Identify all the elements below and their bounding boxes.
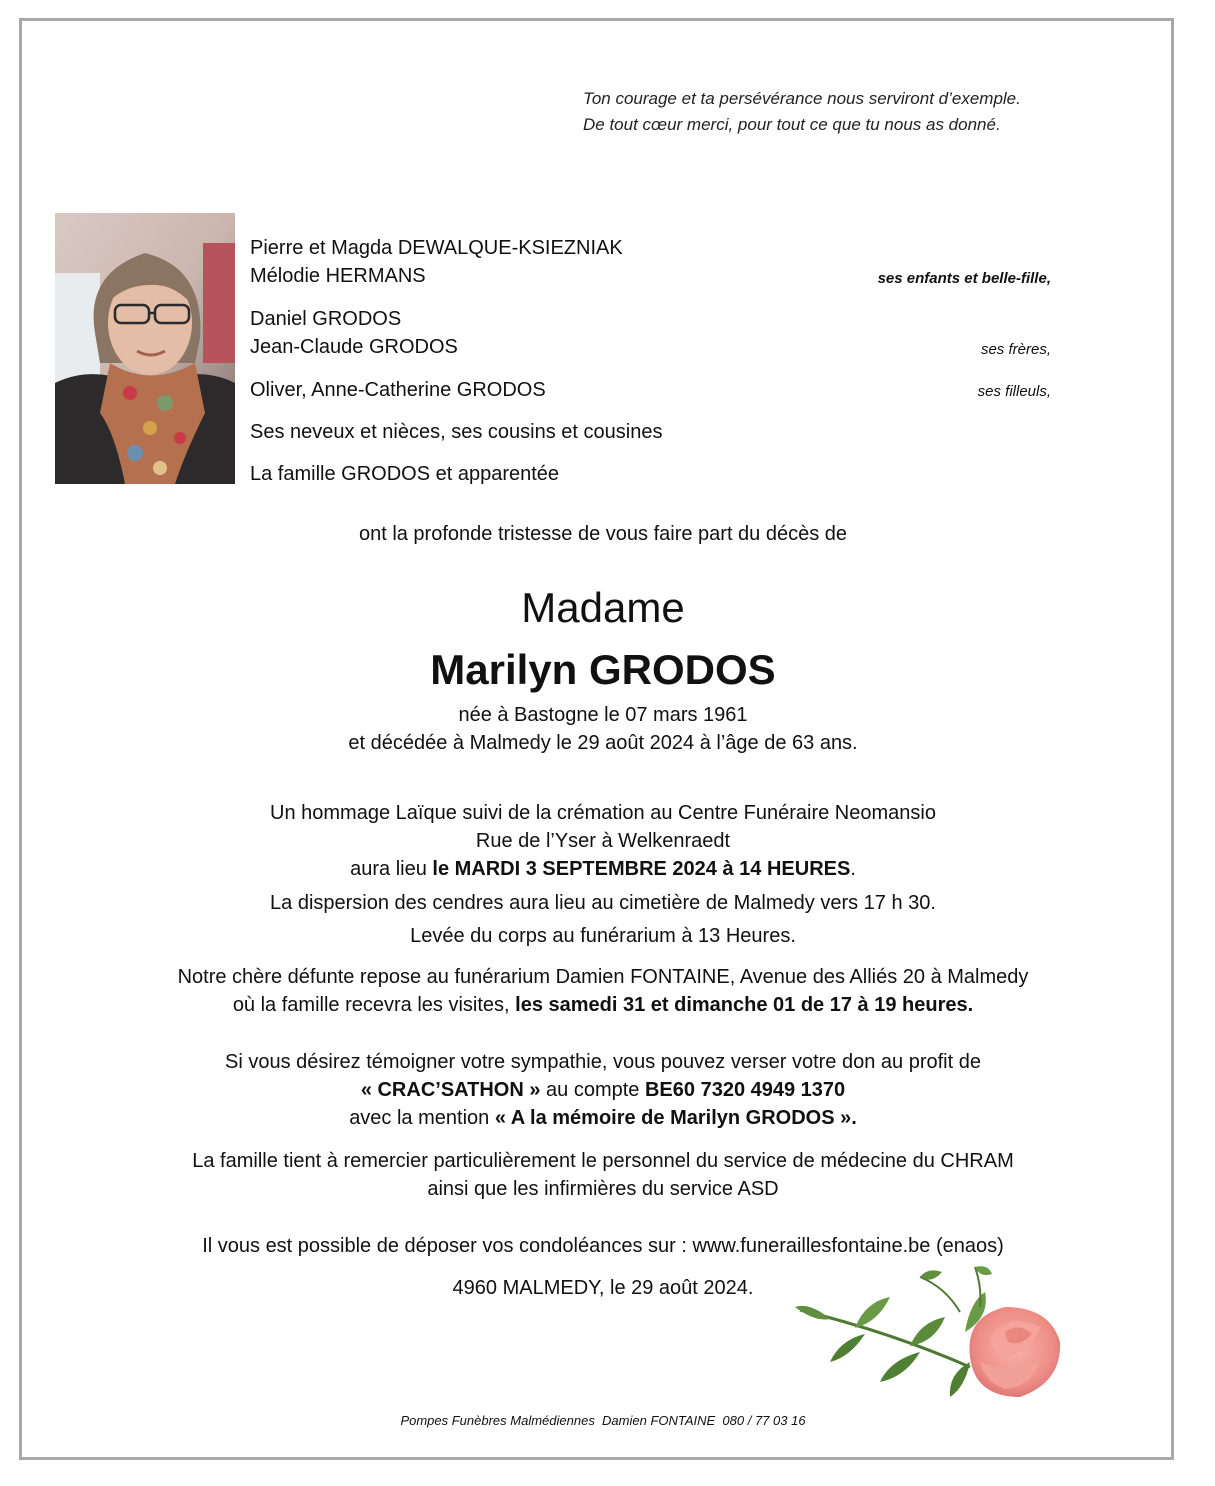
visits-prefix: où la famille recevra les visites, bbox=[232, 994, 516, 1016]
family-line-godchildren: Oliver, Anne-Catherine GRODOS bbox=[250, 379, 546, 401]
place-date: 4960 MALMEDY, le 29 août 2024. bbox=[452, 1277, 754, 1299]
thanks-line-2: ainsi que les infirmières du service ASD bbox=[427, 1178, 779, 1200]
donation-mention-prefix: avec la mention bbox=[349, 1107, 495, 1129]
visits-times: les samedi 31 et dimanche 01 de 17 à 19 heures. bbox=[515, 994, 974, 1016]
condolences: Il vous est possible de déposer vos condoléances sur : www.funerailles​fontaine.be (enaos) bbox=[202, 1235, 1004, 1257]
ceremony-date-prefix: aura lieu bbox=[350, 858, 433, 880]
rose-icon bbox=[770, 1262, 1070, 1420]
thanks-line-1: La famille tient à remercier particulièrement le personnel du service de médecine du CHRAM bbox=[192, 1150, 1014, 1172]
visits-line-2 bbox=[60, 994, 1146, 1017]
donation-line-1: Si vous désirez témoigner votre sympathie, vous pouvez verser votre don au profit de bbox=[225, 1051, 981, 1073]
visits-line-1: Notre chère défunte repose au funérarium Damien FONTAINE, Avenue des Alliés 20 à Malmedy bbox=[177, 966, 1029, 988]
epigraph-line-2: De tout cœur merci, pour tout ce que tu nous as donné. bbox=[583, 115, 1001, 134]
deceased-title: Madame bbox=[521, 584, 685, 631]
epigraph bbox=[583, 86, 1143, 138]
family-line-granddaughter: Mélodie HERMANS bbox=[250, 265, 426, 287]
family-line-brother-2: Jean-Claude GRODOS bbox=[250, 336, 458, 358]
footer-funeral-home: Pompes Funèbres Malmédiennes Damien FONTAINE 080 / 77 03 16 bbox=[400, 1413, 806, 1428]
relation-children: ses enfants et belle-fille, bbox=[877, 270, 1051, 287]
ceremony-date-suffix: . bbox=[850, 858, 856, 880]
announcement: ont la profonde tristesse de vous faire part du décès de bbox=[358, 523, 848, 545]
ash-dispersion: La dispersion des cendres aura lieu au cimetière de Malmedy vers 17 h 30. bbox=[270, 892, 936, 914]
donation-mention: « A la mémoire de Marilyn GRODOS ». bbox=[494, 1107, 857, 1129]
donation-line-2 bbox=[60, 1079, 1146, 1102]
donation-account-prefix: au compte bbox=[540, 1079, 645, 1101]
family-line-relatives: La famille GRODOS et apparentée bbox=[250, 463, 560, 485]
deceased-name: Marilyn GRODOS bbox=[430, 646, 776, 693]
donation-org: « CRAC’SATHON » bbox=[360, 1079, 541, 1101]
birth-info: née à Bastogne le 07 mars 1961 bbox=[458, 704, 748, 726]
family-line-brother-1: Daniel GRODOS bbox=[250, 308, 402, 330]
family-line-children: Pierre et Magda DEWALQUE-KSIEZNIAK bbox=[250, 237, 623, 259]
ceremony-line-1: Un hommage Laïque suivi de la crémation au Centre Funéraire Neomansio bbox=[270, 802, 936, 824]
relation-brothers: ses frères, bbox=[980, 341, 1051, 358]
body-removal: Levée du corps au funérarium à 13 Heures. bbox=[410, 925, 796, 947]
portrait-photo bbox=[55, 213, 235, 484]
family-line-cousins: Ses neveux et nièces, ses cousins et cousines bbox=[250, 421, 663, 443]
epigraph-line-1: Ton courage et ta persévérance nous serviront d’exemple. bbox=[583, 89, 1021, 108]
ceremony-line-3 bbox=[60, 858, 1146, 881]
relation-godchildren: ses filleuls, bbox=[977, 383, 1051, 400]
donation-account: BE60 7320 4949 1370 bbox=[644, 1079, 846, 1101]
ceremony-date: le MARDI 3 SEPTEMBRE 2024 à 14 HEURES bbox=[432, 858, 851, 880]
death-info: et décédée à Malmedy le 29 août 2024 à l’âge de 63 ans. bbox=[348, 732, 858, 754]
ceremony-line-2: Rue de l’Yser à Welkenraedt bbox=[475, 830, 731, 852]
donation-line-3 bbox=[60, 1107, 1146, 1130]
